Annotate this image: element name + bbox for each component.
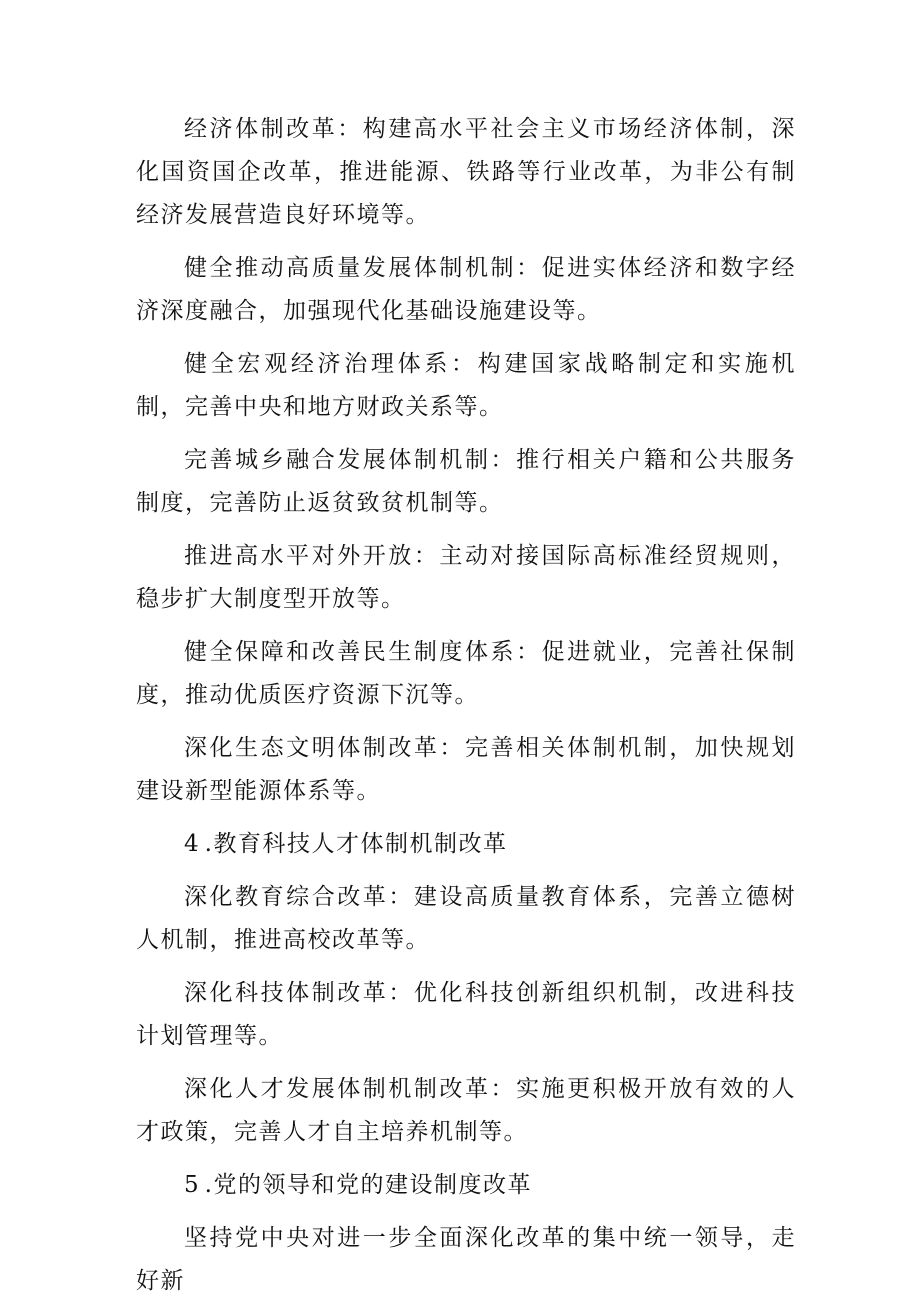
section-heading-5: [136, 1164, 796, 1207]
paragraph-talent-reform: 深化人才发展体制机制改革：实施更积极开放有效的人才政策，完善人才自主培养机制等。: [136, 1076, 796, 1145]
section-heading-4: [136, 823, 796, 866]
section-title-4: .教育科技人才体制机制改革: [204, 831, 508, 857]
paragraph-ecological-reform: 深化生态文明体制改革：完善相关体制机制，加快规划建设新型能源体系等。: [136, 735, 796, 804]
section-number-5: 5: [184, 1172, 205, 1198]
paragraph-opening-up: 推进高水平对外开放：主动对接国际高标准经贸规则，稳步扩大制度型开放等。: [136, 543, 796, 612]
section-title-5: .党的领导和党的建设制度改革: [204, 1172, 532, 1198]
paragraph-education-reform: 深化教育综合改革：建设高质量教育体系，完善立德树人机制，推进高校改革等。: [136, 884, 796, 953]
paragraph-livelihood: 健全保障和改善民生制度体系：促进就业，完善社保制度，推动优质医疗资源下沉等。: [136, 639, 796, 708]
paragraph-urban-rural-integration: 完善城乡融合发展体制机制：推行相关户籍和公共服务制度，完善防止返贫致贫机制等。: [136, 447, 796, 516]
section-number-4: 4: [184, 831, 205, 857]
document-page: [136, 108, 796, 1313]
paragraph-party-leadership: 坚持党中央对进一步全面深化改革的集中统一领导，走好新: [136, 1225, 796, 1294]
paragraph-macro-governance: 健全宏观经济治理体系：构建国家战略制定和实施机制，完善中央和地方财政关系等。: [136, 351, 796, 420]
paragraph-technology-reform: 深化科技体制改革：优化科技创新组织机制，改进科技计划管理等。: [136, 980, 796, 1049]
paragraph-economic-reform: 经济体制改革：构建高水平社会主义市场经济体制，深化国资国企改革，推进能源、铁路等行业改革，为非公有制经济发展营造良好环境等。: [136, 116, 796, 228]
paragraph-high-quality-development: 健全推动高质量发展体制机制：促进实体经济和数字经济深度融合，加强现代化基础设施建设等。: [136, 255, 796, 324]
